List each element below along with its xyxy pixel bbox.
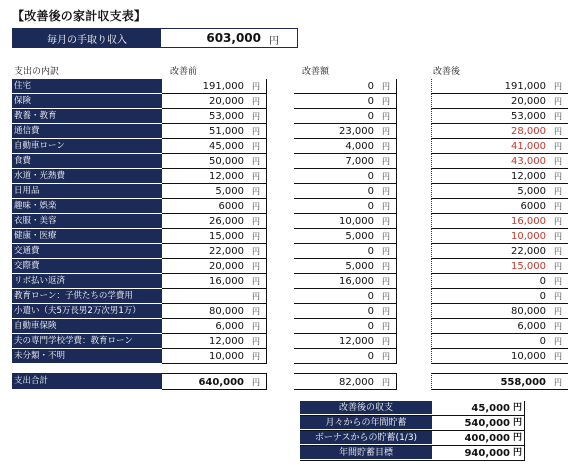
row-category: 交際費: [12, 259, 162, 274]
header-after: 改善後: [433, 67, 461, 77]
before-cell: [162, 79, 267, 94]
after-cell: [431, 214, 568, 229]
summary-value-cell: [432, 416, 525, 430]
unit-label: 円: [382, 187, 390, 196]
unit-label: 円: [554, 352, 562, 361]
total-after-cell: [431, 373, 568, 390]
row-category: 未分類・不明: [12, 349, 162, 364]
total-after: 558,000: [500, 377, 546, 388]
before-cell: [162, 154, 267, 169]
before-cell: [162, 259, 267, 274]
before-cell: [162, 184, 267, 199]
unit-label: 円: [382, 142, 390, 151]
row-category: 食費: [12, 154, 162, 169]
monthly-income-label: 毎月の手取り収入: [13, 29, 161, 47]
row-category: 小遣い（夫5万長男2万次男1万）: [12, 304, 162, 319]
unit-label: 円: [512, 418, 522, 428]
after-value: 80,000: [511, 306, 546, 317]
diff-cell: [294, 124, 397, 139]
unit-label: 円: [252, 127, 260, 136]
unit-label: 円: [252, 202, 260, 211]
after-cell: [431, 244, 568, 259]
table-row: [12, 94, 568, 109]
unit-label: 円: [252, 277, 260, 286]
diff-value: 0: [367, 171, 374, 182]
unit-label: 円: [382, 322, 390, 331]
after-cell: [431, 319, 568, 334]
diff-cell: [294, 184, 397, 199]
monthly-income-unit: 円: [269, 36, 279, 47]
unit-label: 円: [512, 403, 522, 413]
before-cell: [162, 334, 267, 349]
unit-label: 円: [554, 142, 562, 151]
summary-value: 400,000: [464, 433, 510, 444]
monthly-income-amount: 603,000: [206, 31, 261, 45]
unit-label: 円: [252, 262, 260, 271]
row-category: 保険: [12, 94, 162, 109]
row-category: 交通費: [12, 244, 162, 259]
header-before: 改善前: [170, 67, 198, 77]
after-value: 6,000: [517, 321, 546, 332]
before-cell: [162, 289, 267, 304]
table-row: [12, 349, 568, 364]
unit-label: 円: [382, 202, 390, 211]
unit-label: 円: [382, 262, 390, 271]
row-category: 教育ローン：子供たちの学費用: [12, 289, 162, 304]
after-cell: [431, 79, 568, 94]
total-row: [12, 373, 568, 390]
before-value: 45,000: [209, 141, 244, 152]
unit-label: 円: [554, 172, 562, 181]
before-cell: [162, 304, 267, 319]
after-value: 53,000: [511, 111, 546, 122]
page-title: 【改善後の家計収支表】: [12, 9, 147, 23]
row-category: 趣味・娯楽: [12, 199, 162, 214]
unit-label: 円: [382, 352, 390, 361]
after-cell: [431, 349, 568, 364]
row-category: 教養・教育: [12, 109, 162, 124]
unit-label: 円: [382, 277, 390, 286]
column-headers: [0, 64, 578, 76]
before-value: 22,000: [209, 246, 244, 257]
after-value: 15,000: [511, 261, 546, 272]
total-diff-cell: [294, 373, 397, 390]
table-row: [12, 184, 568, 199]
diff-value: 0: [367, 186, 374, 197]
diff-cell: [294, 259, 397, 274]
summary-label: 年間貯蓄目標: [300, 446, 432, 460]
after-value: 6000: [520, 201, 546, 212]
unit-label: 円: [252, 307, 260, 316]
row-category: 水道・光熱費: [12, 169, 162, 184]
unit-label: 円: [554, 157, 562, 166]
diff-value: 0: [367, 246, 374, 257]
diff-value: 0: [367, 291, 374, 302]
unit-label: 円: [554, 337, 562, 346]
after-value: 22,000: [511, 246, 546, 257]
diff-value: 0: [367, 81, 374, 92]
summary-value-cell: [432, 431, 525, 445]
diff-value: 5,000: [345, 261, 374, 272]
diff-value: 12,000: [339, 336, 374, 347]
diff-value: 0: [367, 96, 374, 107]
diff-cell: [294, 154, 397, 169]
table-row: [12, 154, 568, 169]
table-row: [12, 304, 568, 319]
unit-label: 円: [382, 232, 390, 241]
before-cell: [162, 169, 267, 184]
unit-label: 円: [382, 337, 390, 346]
summary-value-cell: [432, 401, 525, 415]
diff-cell: [294, 274, 397, 289]
before-cell: [162, 94, 267, 109]
diff-cell: [294, 349, 397, 364]
before-value: 12,000: [209, 336, 244, 347]
after-cell: [431, 169, 568, 184]
unit-label: 円: [252, 142, 260, 151]
after-cell: [431, 109, 568, 124]
diff-cell: [294, 214, 397, 229]
after-cell: [431, 94, 568, 109]
total-label: 支出合計: [12, 373, 162, 390]
before-value: 6000: [218, 201, 244, 212]
diff-value: 0: [367, 201, 374, 212]
summary-row: [300, 416, 525, 431]
unit-label: 円: [252, 112, 260, 121]
table-row: [12, 289, 568, 304]
summary-label: 改善後の収支: [300, 401, 432, 415]
before-cell: [162, 199, 267, 214]
unit-label: 円: [252, 187, 260, 196]
after-cell: [431, 274, 568, 289]
after-value: 10,000: [511, 351, 546, 362]
diff-cell: [294, 244, 397, 259]
diff-cell: [294, 199, 397, 214]
unit-label: 円: [382, 378, 390, 387]
diff-cell: [294, 94, 397, 109]
diff-cell: [294, 334, 397, 349]
after-value: 10,000: [511, 231, 546, 242]
before-cell: [162, 319, 267, 334]
table-row: [12, 259, 568, 274]
unit-label: 円: [252, 292, 260, 301]
unit-label: 円: [554, 187, 562, 196]
row-category: 自動車ローン: [12, 139, 162, 154]
total-before: 640,000: [198, 377, 244, 388]
diff-value: 0: [367, 321, 374, 332]
unit-label: 円: [252, 232, 260, 241]
before-cell: [162, 349, 267, 364]
after-cell: [431, 199, 568, 214]
table-row: [12, 214, 568, 229]
before-value: 53,000: [209, 111, 244, 122]
diff-cell: [294, 304, 397, 319]
before-cell: [162, 274, 267, 289]
before-value: 191,000: [202, 81, 244, 92]
total-before-cell: [162, 373, 267, 390]
diff-cell: [294, 79, 397, 94]
header-diff: 改善額: [302, 67, 330, 77]
unit-label: 円: [554, 378, 562, 387]
after-value: 0: [539, 291, 546, 302]
unit-label: 円: [554, 262, 562, 271]
after-value: 28,000: [511, 126, 546, 137]
diff-cell: [294, 139, 397, 154]
unit-label: 円: [382, 217, 390, 226]
unit-label: 円: [554, 292, 562, 301]
monthly-income-value: [161, 29, 297, 47]
before-value: 20,000: [209, 96, 244, 107]
unit-label: 円: [252, 322, 260, 331]
unit-label: 円: [512, 433, 522, 443]
after-cell: [431, 124, 568, 139]
before-cell: [162, 109, 267, 124]
unit-label: 円: [252, 172, 260, 181]
before-value: 50,000: [209, 156, 244, 167]
summary-label: ボーナスからの貯蓄(1/3): [300, 431, 432, 445]
unit-label: 円: [554, 247, 562, 256]
unit-label: 円: [252, 82, 260, 91]
after-cell: [431, 259, 568, 274]
unit-label: 円: [252, 352, 260, 361]
total-diff: 82,000: [339, 377, 374, 388]
savings-summary: [300, 401, 525, 461]
after-cell: [431, 154, 568, 169]
diff-value: 0: [367, 111, 374, 122]
before-value: 10,000: [209, 351, 244, 362]
summary-value-cell: [432, 446, 525, 460]
row-category: 自動車保険: [12, 319, 162, 334]
row-category: 住宅: [12, 79, 162, 94]
monthly-income-box: [12, 28, 298, 48]
unit-label: 円: [382, 172, 390, 181]
diff-cell: [294, 229, 397, 244]
table-row: [12, 229, 568, 244]
unit-label: 円: [554, 277, 562, 286]
unit-label: 円: [252, 337, 260, 346]
unit-label: 円: [554, 232, 562, 241]
table-row: [12, 139, 568, 154]
unit-label: 円: [252, 378, 260, 387]
after-value: 41,000: [511, 141, 546, 152]
unit-label: 円: [382, 307, 390, 316]
unit-label: 円: [554, 112, 562, 121]
summary-row: [300, 401, 525, 416]
unit-label: 円: [252, 97, 260, 106]
unit-label: 円: [382, 292, 390, 301]
row-category: リボ払い返済: [12, 274, 162, 289]
before-value: 5,000: [215, 186, 244, 197]
after-cell: [431, 184, 568, 199]
table-row: [12, 79, 568, 94]
row-category: 衣服・美容: [12, 214, 162, 229]
unit-label: 円: [382, 247, 390, 256]
diff-value: 7,000: [345, 156, 374, 167]
before-cell: [162, 139, 267, 154]
unit-label: 円: [382, 82, 390, 91]
unit-label: 円: [554, 217, 562, 226]
summary-value: 45,000: [471, 403, 510, 414]
table-row: [12, 109, 568, 124]
table-row: [12, 124, 568, 139]
after-cell: [431, 334, 568, 349]
after-value: 12,000: [511, 171, 546, 182]
summary-value: 940,000: [464, 448, 510, 459]
unit-label: 円: [382, 97, 390, 106]
table-row: [12, 169, 568, 184]
summary-row: [300, 446, 525, 461]
diff-cell: [294, 319, 397, 334]
diff-value: 4,000: [345, 141, 374, 152]
diff-value: 5,000: [345, 231, 374, 242]
unit-label: 円: [252, 247, 260, 256]
before-value: 12,000: [209, 171, 244, 182]
table-row: [12, 274, 568, 289]
row-category: 日用品: [12, 184, 162, 199]
diff-value: 0: [367, 306, 374, 317]
after-cell: [431, 229, 568, 244]
diff-value: 0: [367, 351, 374, 362]
summary-value: 540,000: [464, 418, 510, 429]
after-value: 16,000: [511, 216, 546, 227]
after-cell: [431, 304, 568, 319]
table-row: [12, 199, 568, 214]
after-value: 0: [539, 276, 546, 287]
before-value: 51,000: [209, 126, 244, 137]
diff-cell: [294, 289, 397, 304]
after-value: 191,000: [504, 81, 546, 92]
unit-label: 円: [382, 112, 390, 121]
before-cell: [162, 124, 267, 139]
unit-label: 円: [382, 157, 390, 166]
unit-label: 円: [554, 127, 562, 136]
row-category: 通信費: [12, 124, 162, 139]
diff-cell: [294, 169, 397, 184]
table-row: [12, 244, 568, 259]
after-value: 5,000: [517, 186, 546, 197]
after-value: 0: [539, 336, 546, 347]
summary-label: 月々からの年間貯蓄: [300, 416, 432, 430]
unit-label: 円: [512, 448, 522, 458]
row-category: 夫の専門学校学費：教育ローン: [12, 334, 162, 349]
before-value: 80,000: [209, 306, 244, 317]
after-value: 43,000: [511, 156, 546, 167]
after-cell: [431, 289, 568, 304]
after-value: 20,000: [511, 96, 546, 107]
diff-value: 10,000: [339, 216, 374, 227]
before-cell: [162, 229, 267, 244]
unit-label: 円: [554, 82, 562, 91]
diff-value: 23,000: [339, 126, 374, 137]
unit-label: 円: [252, 217, 260, 226]
table-row: [12, 319, 568, 334]
unit-label: 円: [554, 322, 562, 331]
unit-label: 円: [252, 157, 260, 166]
header-items: 支出の内訳: [14, 67, 60, 77]
row-category: 健康・医療: [12, 229, 162, 244]
before-value: 6,000: [215, 321, 244, 332]
summary-row: [300, 431, 525, 446]
before-cell: [162, 244, 267, 259]
table-row: [12, 334, 568, 349]
before-value: 16,000: [209, 276, 244, 287]
diff-value: 16,000: [339, 276, 374, 287]
unit-label: 円: [554, 202, 562, 211]
expense-table: [12, 79, 568, 364]
before-value: 15,000: [209, 231, 244, 242]
before-cell: [162, 214, 267, 229]
unit-label: 円: [382, 127, 390, 136]
before-value: 20,000: [209, 261, 244, 272]
after-cell: [431, 139, 568, 154]
diff-cell: [294, 109, 397, 124]
before-value: 26,000: [209, 216, 244, 227]
unit-label: 円: [554, 307, 562, 316]
unit-label: 円: [554, 97, 562, 106]
